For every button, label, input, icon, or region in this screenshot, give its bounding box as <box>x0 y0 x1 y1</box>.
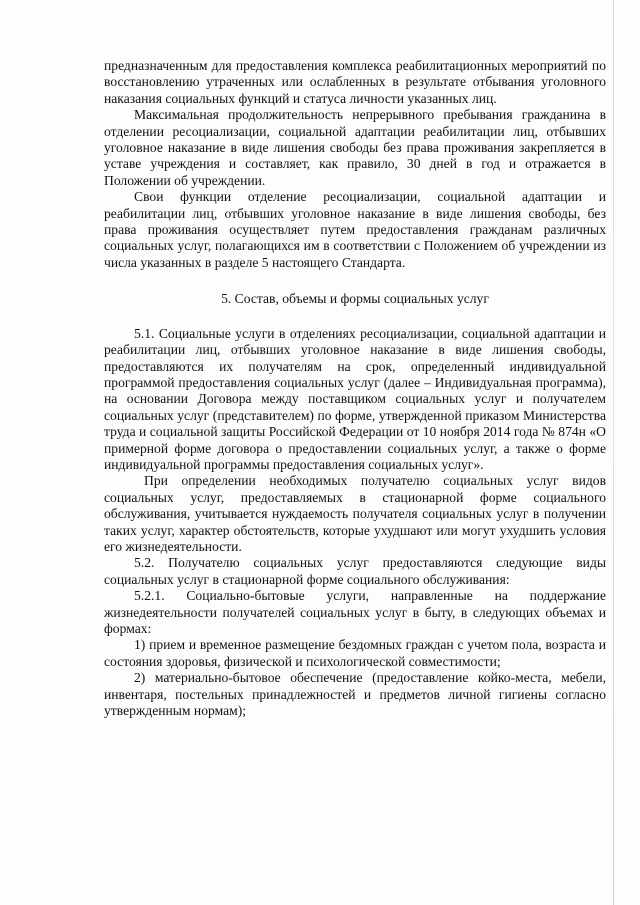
scan-edge-line <box>613 0 614 905</box>
paragraph: При определении необходимых получателю социальных услуг видов социальных услуг, предоставляемых в стационарной форме социального обслуживания, учитывается нуждаемость получателя социальных услуг в получении таких услуг, характер обстоятельств, которые ухудшают или могут ухудшить условия его жизнедеятельности. <box>104 473 606 554</box>
paragraph: 5.2. Получателю социальных услуг предоставляются следующие виды социальных услуг в стационарной форме социального обслуживания: <box>104 555 606 587</box>
paragraph: 5.2.1. Социально-бытовые услуги, направленные на поддержание жизнедеятельности получателей социальных услуг в быту, в следующих объемах и формах: <box>104 588 606 636</box>
document-body <box>104 58 606 719</box>
paragraph: Максимальная продолжительность непрерывного пребывания гражданина в отделении ресоциализации, социальной адаптации реабилитации лиц, отбывших уголовное наказание в виде лишения свободы без права проживания закрепляется в уставе учреждения и составляет, как правило, 30 дней в год и отражается в Положении об учреждении. <box>104 107 606 188</box>
section-heading: 5. Состав, объемы и формы социальных услуг <box>221 291 489 307</box>
paragraph: Свои функции отделение ресоциализации, социальной адаптации и реабилитации лиц, отбывших уголовное наказание в виде лишения свободы, без права проживания осуществляет путем предоставления гражданам различных социальных услуг, полагающихся им в соответствии с Положением об учреждении из числа указанных в разделе 5 настоящего Стандарта. <box>104 189 606 270</box>
paragraph: предназначенным для предоставления комплекса реабилитационных мероприятий по восстановлению утраченных или ослабленных в результате отбывания уголовного наказания социальных функций и статуса личности указанных лиц. <box>104 58 606 106</box>
paragraph: 5.1. Социальные услуги в отделениях ресоциализации, социальной адаптации и реабилитации лиц, отбывших уголовное наказание в виде лишения свободы, предоставляются их получателям на срок, определенный индивидуальной программой предоставления социальных услуг (далее – Индивидуальная программа), на основании Договора между поставщиком социальных услуг и получателем социальных услуг (представителем) по форме, утвержденной приказом Министерства труда и социальной защиты Российской Федерации от 10 ноября 2014 года № 874н «О примерной форме договора о предоставлении социальных услуг, а также о форме индивидуальной программы предоставления социальных услуг». <box>104 325 606 472</box>
list-item: 2) материально-бытовое обеспечение (предоставление койко-места, мебели, инвентаря, постельных принадлежностей и предметов личной гигиены согласно утвержденным нормам); <box>104 670 606 719</box>
list-item: 1) прием и временное размещение бездомных граждан с учетом пола, возраста и состояния здоровья, физической и психологической совместимости; <box>104 637 606 669</box>
